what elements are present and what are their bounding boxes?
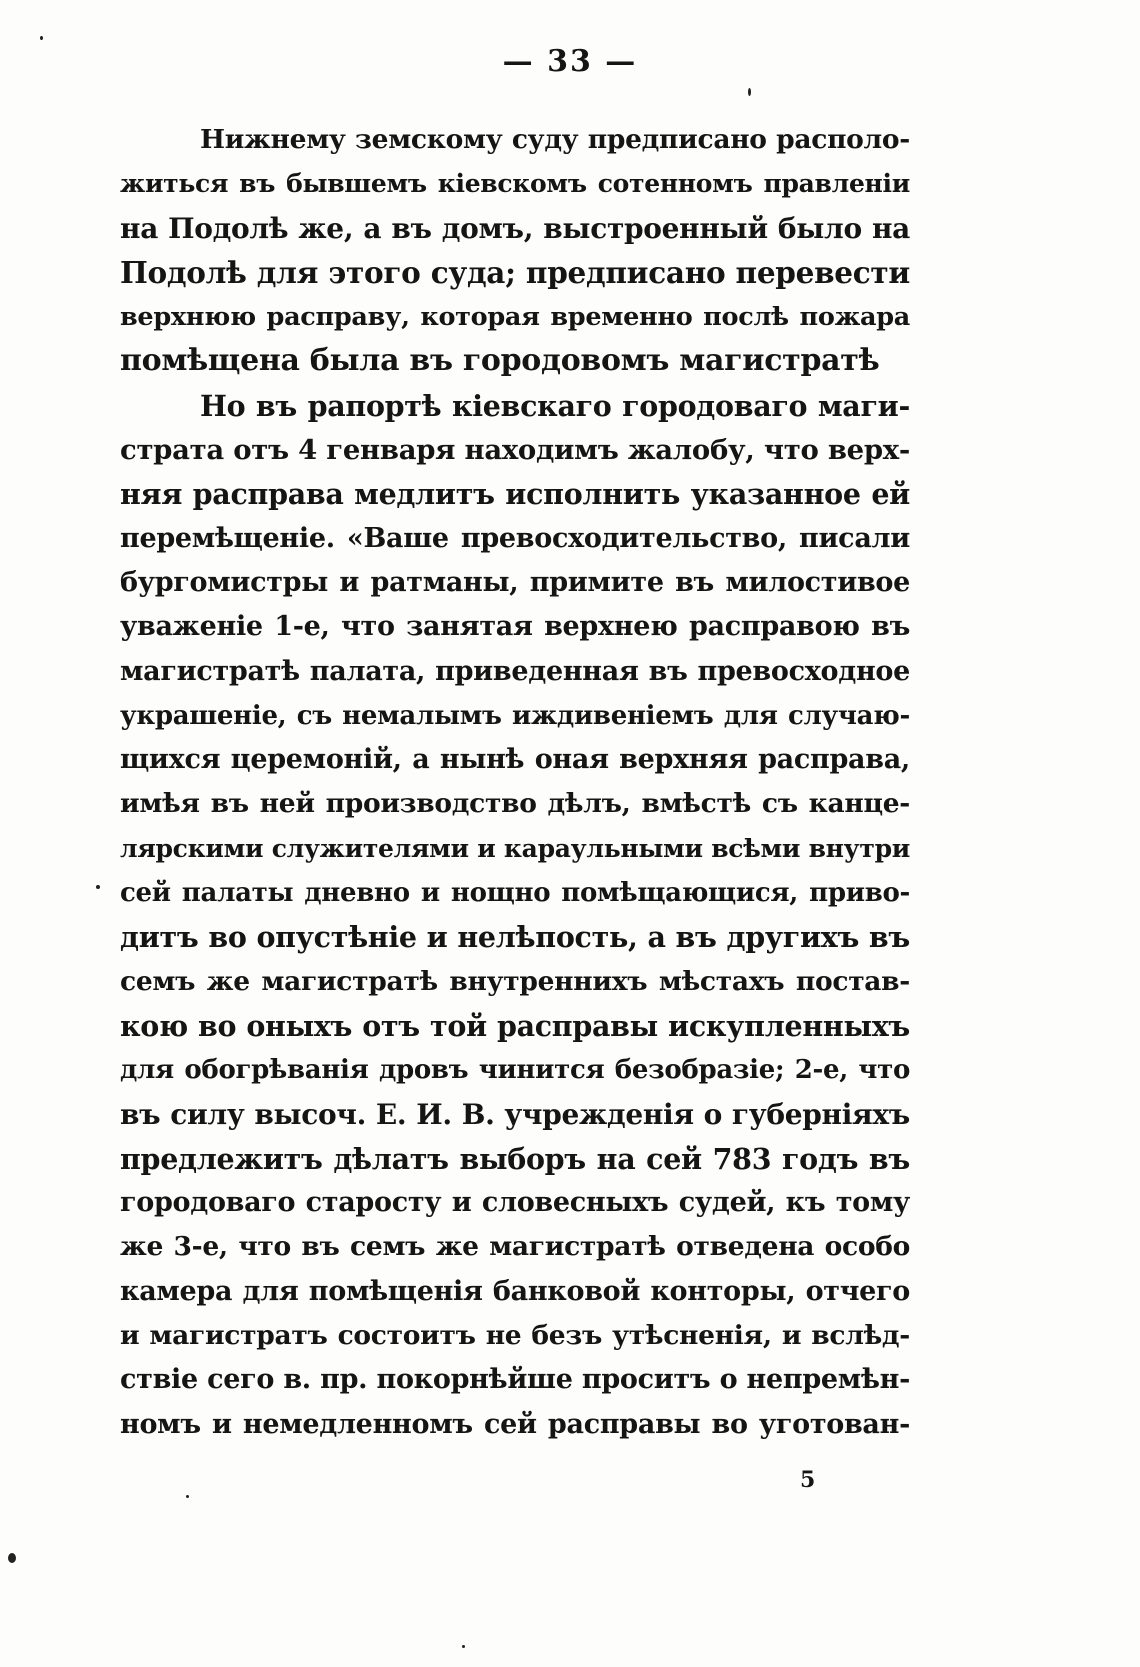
signature-mark: 5: [800, 1467, 816, 1493]
page-number: — 33 —: [502, 44, 638, 79]
body-text: [120, 118, 910, 1447]
text-line: для обогрѣванія дровъ чинится безобразіе; 2-е, что: [120, 1055, 910, 1086]
scan-speck: [96, 885, 100, 889]
text-line: ствіе сего в. пр. покорнѣйше проситъ о непремѣн-: [120, 1364, 910, 1396]
scan-speck: [462, 1645, 465, 1648]
text-line: житься въ бывшемъ кіевскомъ сотенномъ правленіи: [120, 169, 910, 199]
scan-speck: [8, 1553, 16, 1563]
scan-speck: [40, 36, 43, 40]
text-line: кою во оныхъ отъ той расправы искупленныхъ: [120, 1008, 910, 1043]
text-line: магистратѣ палата, приведенная въ превосходное: [120, 655, 910, 687]
text-line: Подолѣ для этого суда; предписано перевести: [120, 254, 910, 290]
text-line: семъ же магистратѣ внутреннихъ мѣстахъ постав-: [120, 965, 910, 997]
text-line: щихся церемоній, а нынѣ оная верхняя расправа,: [120, 744, 910, 776]
text-line: имѣя въ ней производство дѣлъ, вмѣстѣ съ канце-: [120, 788, 910, 820]
text-line: страта отъ 4 генваря находимъ жалобу, что верх-: [120, 434, 910, 467]
text-line: сей палаты дневно и нощно помѣщающися, приво-: [120, 878, 910, 909]
text-line: лярскими служителями и караульными всѣми внутри: [120, 833, 910, 863]
text-line: украшеніе, съ немалымъ иждивеніемъ для случаю-: [120, 700, 910, 731]
text-line: уваженіе 1-е, что занятая верхнею расправою въ: [120, 611, 910, 643]
text-line: предлежитъ дѣлатъ выборъ на сей 783 годъ въ: [120, 1141, 910, 1176]
text-line: помѣщена была въ городовомъ магистратѣ: [120, 343, 880, 379]
text-line: на Подолѣ же, а въ домъ, выстроенный было на: [120, 211, 910, 245]
text-line: няя расправа медлитъ исполнить указанное ей: [120, 477, 910, 512]
scan-speck: [186, 1495, 189, 1498]
text-line: Но въ рапортѣ кіевскаго городоваго маги-: [200, 388, 910, 423]
text-line: и магистратъ состоитъ не безъ утѣсненія, и вслѣд-: [120, 1320, 910, 1352]
text-line: бургомистры и ратманы, примите въ милостивое: [120, 566, 910, 598]
text-line: же 3-е, что въ семъ же магистратѣ отведена особо: [120, 1231, 910, 1263]
text-line: Нижнему земскому суду предписано располо-: [200, 124, 910, 155]
text-line: камера для помѣщенія банковой конторы, отчего: [120, 1275, 910, 1307]
text-line: дитъ во опустѣніе и нелѣпость, а въ другихъ въ: [120, 920, 910, 955]
text-line: номъ и немедленномъ сей расправы во уготован-: [120, 1408, 910, 1440]
text-line: городоваго старосту и словесныхъ судей, къ тому: [120, 1187, 910, 1219]
text-line: въ силу высоч. Е. И. В. учрежденія о губерніяхъ: [120, 1097, 910, 1131]
scan-speck: [748, 88, 751, 96]
text-line: верхнюю расправу, которая временно послѣ пожара: [120, 302, 910, 333]
text-line: перемѣщеніе. «Ваше превосходительство, писали: [120, 522, 910, 554]
